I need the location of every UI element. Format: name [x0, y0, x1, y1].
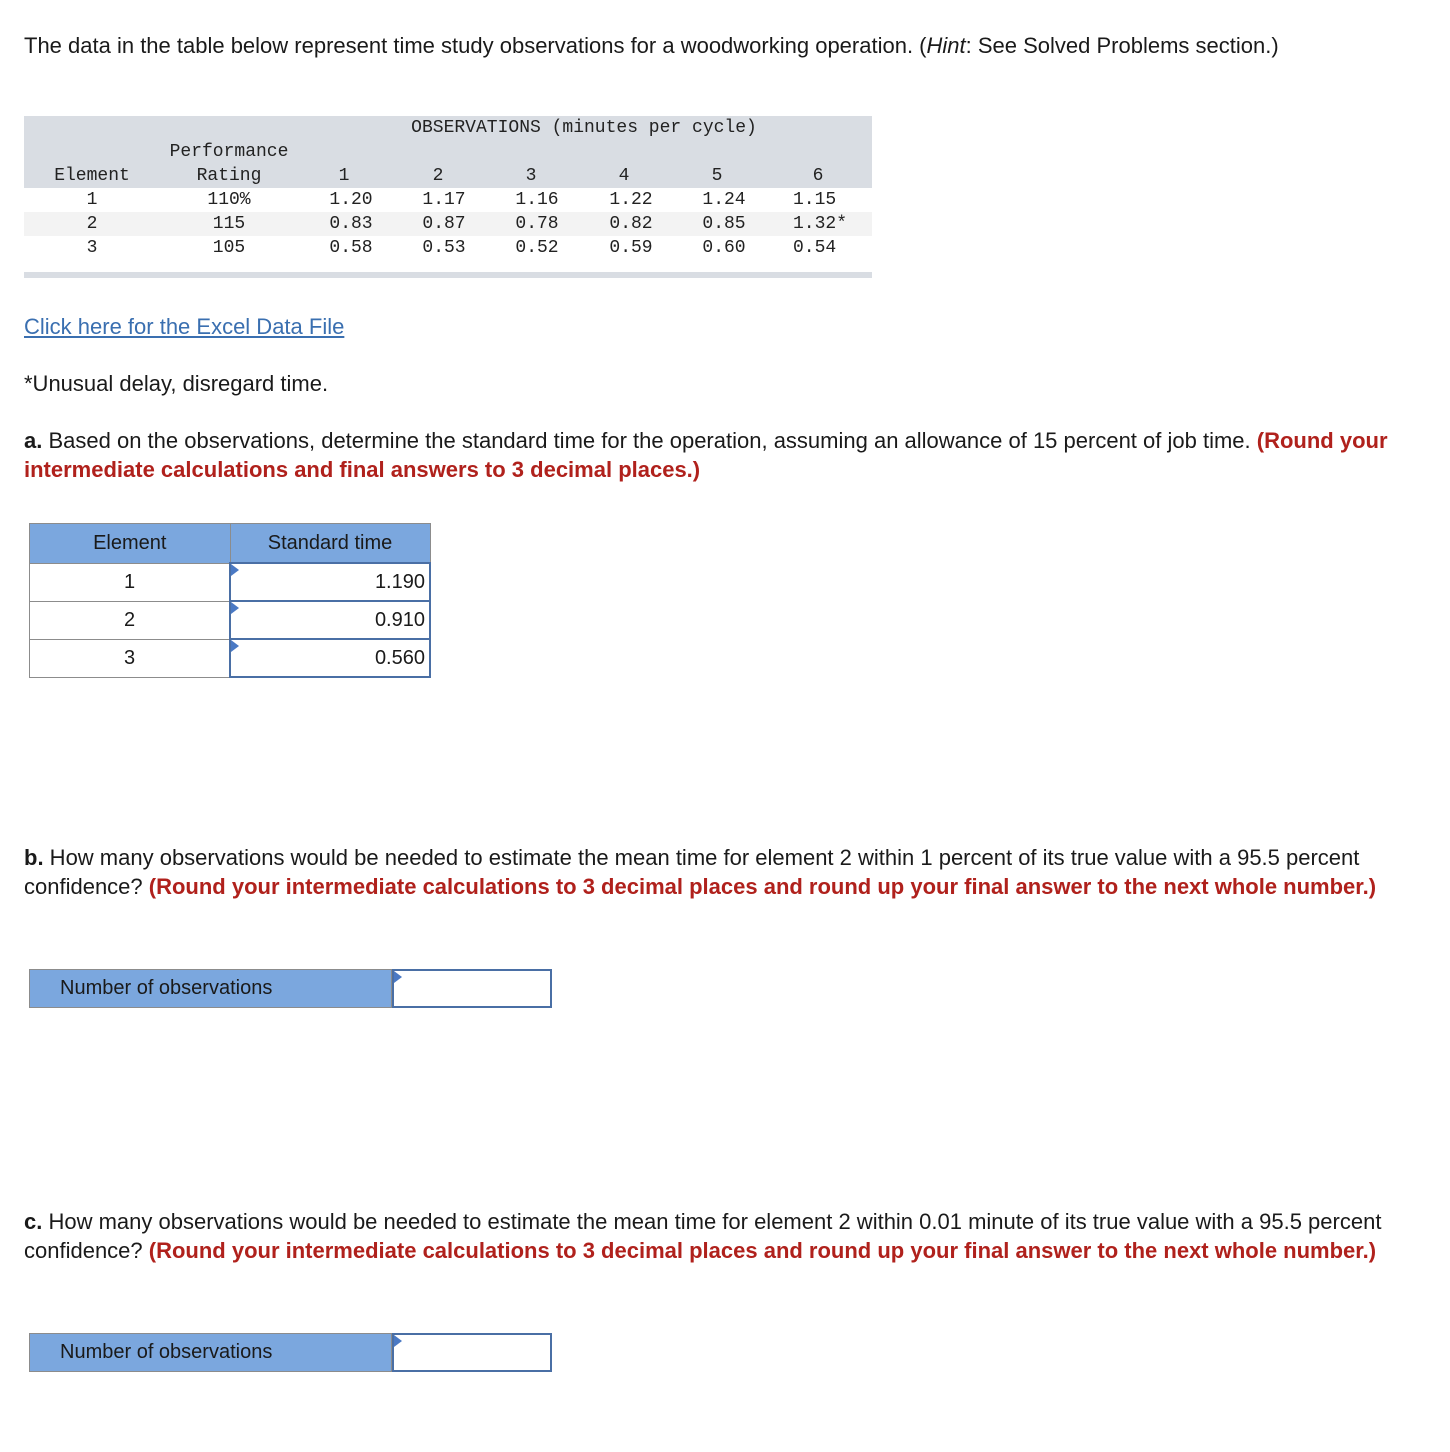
number-of-observations-label: Number of observations — [30, 1334, 392, 1371]
obs-cell: 0.52 — [515, 238, 559, 258]
obs-cell: 0.59 — [609, 238, 653, 258]
answer-flag-icon — [231, 640, 239, 652]
rating-cell: 105 — [212, 238, 246, 258]
element-cell: 2 — [30, 601, 231, 639]
table-row — [30, 639, 431, 677]
answer-flag-icon — [231, 602, 239, 614]
intro-text: The data in the table below represent time study observations for a woodworking operation. (Hint: See Solved Problems section.) — [24, 33, 1279, 58]
obs-col-header: 3 — [525, 166, 537, 186]
standard-time-input[interactable]: 0.560 — [230, 639, 430, 677]
part-c-answer-row — [29, 1333, 552, 1372]
standard-time-input[interactable]: 1.190 — [230, 563, 430, 601]
obs-cell: 1.20 — [329, 190, 373, 210]
obs-col-header: 5 — [711, 166, 723, 186]
element-cell: 3 — [86, 238, 98, 258]
obs-cell: 0.60 — [702, 238, 746, 258]
number-of-observations-label: Number of observations — [30, 970, 392, 1007]
table-row — [24, 188, 872, 212]
obs-cell: 1.15 — [793, 190, 837, 210]
observations-table-header — [24, 116, 872, 188]
obs-cell: 1.32* — [793, 214, 848, 234]
element-cell: 3 — [30, 639, 231, 677]
obs-cell: 0.87 — [422, 214, 466, 234]
standard-time-input[interactable]: 0.910 — [230, 601, 430, 639]
part-b-question: b. How many observations would be needed to estimate the mean time for element 2 within 1 percent of its true value with a 95.5 percent confidence? (Round your intermediate calculations to 3 decimal places and round up your final answer to the next whole number.) — [24, 845, 1377, 899]
table-row — [30, 601, 431, 639]
standard-time-table — [29, 523, 431, 678]
part-a-question: a. Based on the observations, determine the standard time for the operation, assuming an allowance of 15 percent of job time. (Round your intermediate calculations and final answers to 3 decimal places.) — [24, 428, 1388, 482]
answer-flag-icon — [394, 1335, 402, 1347]
excel-data-file-link[interactable]: Click here for the Excel Data File — [24, 314, 345, 339]
obs-cell: 0.54 — [793, 238, 837, 258]
number-of-observations-input[interactable] — [392, 1333, 552, 1372]
table-row — [30, 563, 431, 601]
obs-cell: 1.22 — [609, 190, 653, 210]
footnote: *Unusual delay, disregard time. — [24, 371, 329, 396]
obs-cell: 1.17 — [422, 190, 466, 210]
element-cell: 1 — [86, 190, 98, 210]
obs-col-header: 4 — [618, 166, 630, 186]
obs-cell: 0.83 — [329, 214, 373, 234]
table-row — [24, 236, 872, 260]
obs-cell: 1.24 — [702, 190, 746, 210]
table-bottom-rule — [24, 272, 872, 278]
rating-header-line2: Rating — [196, 166, 262, 186]
obs-cell: 0.78 — [515, 214, 559, 234]
answer-flag-icon — [231, 564, 239, 576]
obs-col-header: 2 — [432, 166, 444, 186]
part-b-answer-row — [29, 969, 552, 1008]
element-cell: 1 — [30, 563, 231, 601]
obs-col-header: 1 — [338, 166, 350, 186]
obs-cell: 1.16 — [515, 190, 559, 210]
standard-time-column-header: Standard time — [230, 524, 430, 564]
rating-cell: 110% — [207, 190, 251, 210]
table-row — [24, 212, 872, 236]
part-c-question: c. How many observations would be needed to estimate the mean time for element 2 within 0.01 minute of its true value with a 95.5 percent confidence? (Round your intermediate calculations to 3 decimal places and round up your final answer to the next whole number.) — [24, 1209, 1382, 1263]
rating-cell: 115 — [212, 214, 246, 234]
element-column-header: Element — [30, 524, 231, 564]
number-of-observations-input[interactable] — [392, 969, 552, 1008]
obs-cell: 0.85 — [702, 214, 746, 234]
obs-col-header: 6 — [812, 166, 824, 186]
obs-cell: 0.53 — [422, 238, 466, 258]
hint-label: Hint — [926, 33, 966, 58]
element-cell: 2 — [86, 214, 98, 234]
observations-group-header: OBSERVATIONS (minutes per cycle) — [411, 118, 757, 138]
element-header: Element — [54, 166, 130, 186]
obs-cell: 0.58 — [329, 238, 373, 258]
obs-cell: 0.82 — [609, 214, 653, 234]
rating-header-line1: Performance — [169, 142, 289, 162]
answer-flag-icon — [394, 971, 402, 983]
observations-table — [24, 116, 872, 278]
